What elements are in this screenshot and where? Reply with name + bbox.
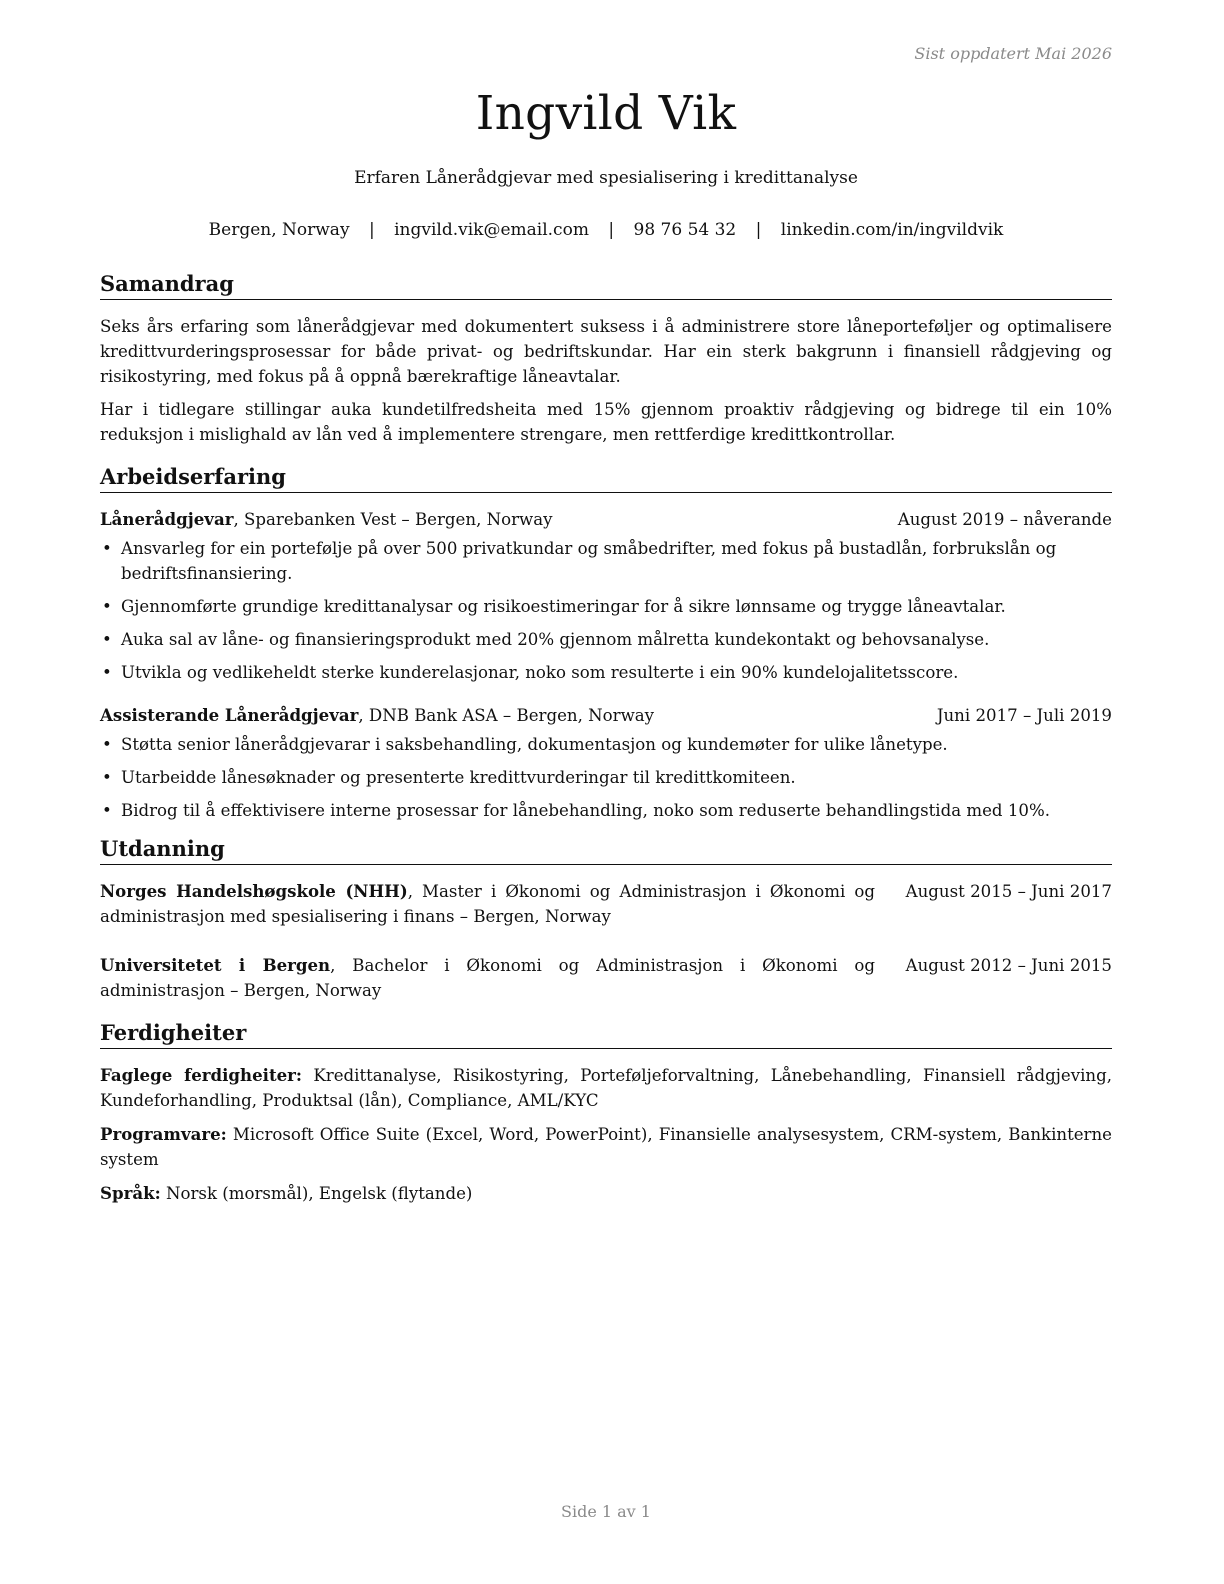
education-dates: August 2012 – Juni 2015 [905,956,1112,975]
bullet-icon: • [102,539,112,558]
job-entry [100,507,1112,685]
list-item [100,798,1112,823]
skill-line [100,1181,1112,1206]
skill-label: Faglege ferdigheiter: [100,1065,303,1085]
bullet-text: Ansvarleg for ein portefølje på over 500 privatkundar og småbedrifter, med fokus på bustadlån, forbrukslån og bedriftsfinansiering. [121,539,1057,583]
job-header [100,507,1112,532]
education-entry [100,879,1112,929]
education-text [100,953,875,1003]
person-name: Ingvild Vik [475,86,737,141]
education-text [100,879,875,929]
last-updated: Sist oppdatert Mai 2026 [914,44,1112,63]
job-org: , Sparebanken Vest – Bergen, Norway [233,510,553,529]
separator: | [755,220,762,240]
skills-section [100,1019,1112,1206]
list-item [100,732,1112,757]
list-item [100,765,1112,790]
bullet-text: Utarbeidde lånesøknader og presenterte kredittvurderingar til kredittkomiteen. [121,768,796,787]
summary-section [100,270,1112,447]
bullet-text: Auka sal av låne- og finansieringsprodukt med 20% gjennom målretta kundekontakt og behovsanalyse. [121,630,990,649]
bullet-text: Bidrog til å effektivisere interne prosessar for lånebehandling, noko som reduserte behandlingstida med 10%. [121,801,1050,820]
job-dates: Juni 2017 – Juli 2019 [936,706,1112,725]
contact-line [100,220,1112,240]
bullet-icon: • [102,735,112,754]
linkedin-link[interactable]: linkedin.com/in/ingvildvik [780,220,1004,240]
degree-detail: , Master i Økonomi og Administrasjon i Økonomi og administrasjon med spesialisering i finans – Bergen, Norway [100,882,875,926]
skill-value: Microsoft Office Suite (Excel, Word, PowerPoint), Finansielle analysesystem, CRM-system, Bankinterne system [100,1125,1112,1169]
school-name: Norges Handelshøgskole (NHH) [100,881,408,901]
summary-paragraph: Seks års erfaring som lånerådgjevar med dokumentert suksess i å administrere store låneporteføljer og optimalisere kredittvurderingsprosessar for både privat- og bedriftskundar. Har ein sterk bakgrunn i finansiell rådgjeving og risikostyring, med fokus på å oppnå bærekraftige låneavtalar. [100,317,1112,386]
bullet-text: Utvikla og vedlikeheldt sterke kunderelasjonar, noko som resulterte i ein 90% kundelojalitetsscore. [121,663,959,682]
job-entry [100,703,1112,823]
email-link[interactable]: ingvild.vik@email.com [394,220,589,240]
list-item [100,594,1112,619]
education-dates: August 2015 – Juni 2017 [905,882,1112,901]
experience-section [100,463,1112,823]
section-title-skills: Ferdigheiter [100,1019,1112,1049]
job-dates: August 2019 – nåverande [897,510,1112,529]
list-item [100,660,1112,685]
bullet-icon: • [102,768,112,787]
tagline: Erfaren Lånerådgjevar med spesialisering i kredittanalyse [354,168,858,188]
location: Bergen, Norway [208,220,350,240]
job-title-line [100,703,654,728]
section-title-experience: Arbeidserfaring [100,463,1112,493]
skill-value: Norsk (morsmål), Engelsk (flytande) [160,1184,473,1203]
job-role: Lånerådgjevar [100,509,234,529]
page-number: Side 1 av 1 [561,1502,651,1521]
job-bullets [100,732,1112,823]
resume-page [100,0,1112,1584]
separator: | [608,220,615,240]
job-header [100,703,1112,728]
skill-label: Språk: [100,1183,161,1203]
job-title-line [100,507,553,532]
bullet-icon: • [102,630,112,649]
list-item [100,536,1112,586]
bullet-text: Gjennomførte grundige kredittanalysar og risikoestimeringar for å sikre lønnsame og trygge låneavtalar. [121,597,1006,616]
separator: | [368,220,375,240]
job-bullets [100,536,1112,685]
summary-paragraph: Har i tidlegare stillingar auka kundetilfredsheita med 15% gjennom proaktiv rådgjeving og bidrege til ein 10% reduksjon i mislighald av lån ved å implementere strengare, men rettferdige kredittkontrollar. [100,400,1112,444]
job-org: , DNB Bank ASA – Bergen, Norway [358,706,655,725]
education-section [100,835,1112,1003]
skill-line [100,1063,1112,1113]
phone: 98 76 54 32 [633,220,737,240]
section-title-education: Utdanning [100,835,1112,865]
bullet-icon: • [102,663,112,682]
list-item [100,627,1112,652]
skill-line [100,1122,1112,1172]
bullet-icon: • [102,801,112,820]
degree-detail: , Bachelor i Økonomi og Administrasjon i Økonomi og administrasjon – Bergen, Norway [100,956,875,1000]
skill-value: Kredittanalyse, Risikostyring, Porteføljeforvaltning, Lånebehandling, Finansiell rådgjeving, Kundeforhandling, Produktsal (lån), Compliance, AML/KYC [100,1066,1112,1110]
job-role: Assisterande Lånerådgjevar [100,705,359,725]
education-entry [100,953,1112,1003]
skill-label: Programvare: [100,1124,227,1144]
section-title-summary: Samandrag [100,270,1112,300]
bullet-text: Støtta senior lånerådgjevarar i saksbehandling, dokumentasjon og kundemøter for ulike lånetype. [121,735,948,754]
bullet-icon: • [102,597,112,616]
resume-content [100,270,1112,1215]
school-name: Universitetet i Bergen [100,955,331,975]
